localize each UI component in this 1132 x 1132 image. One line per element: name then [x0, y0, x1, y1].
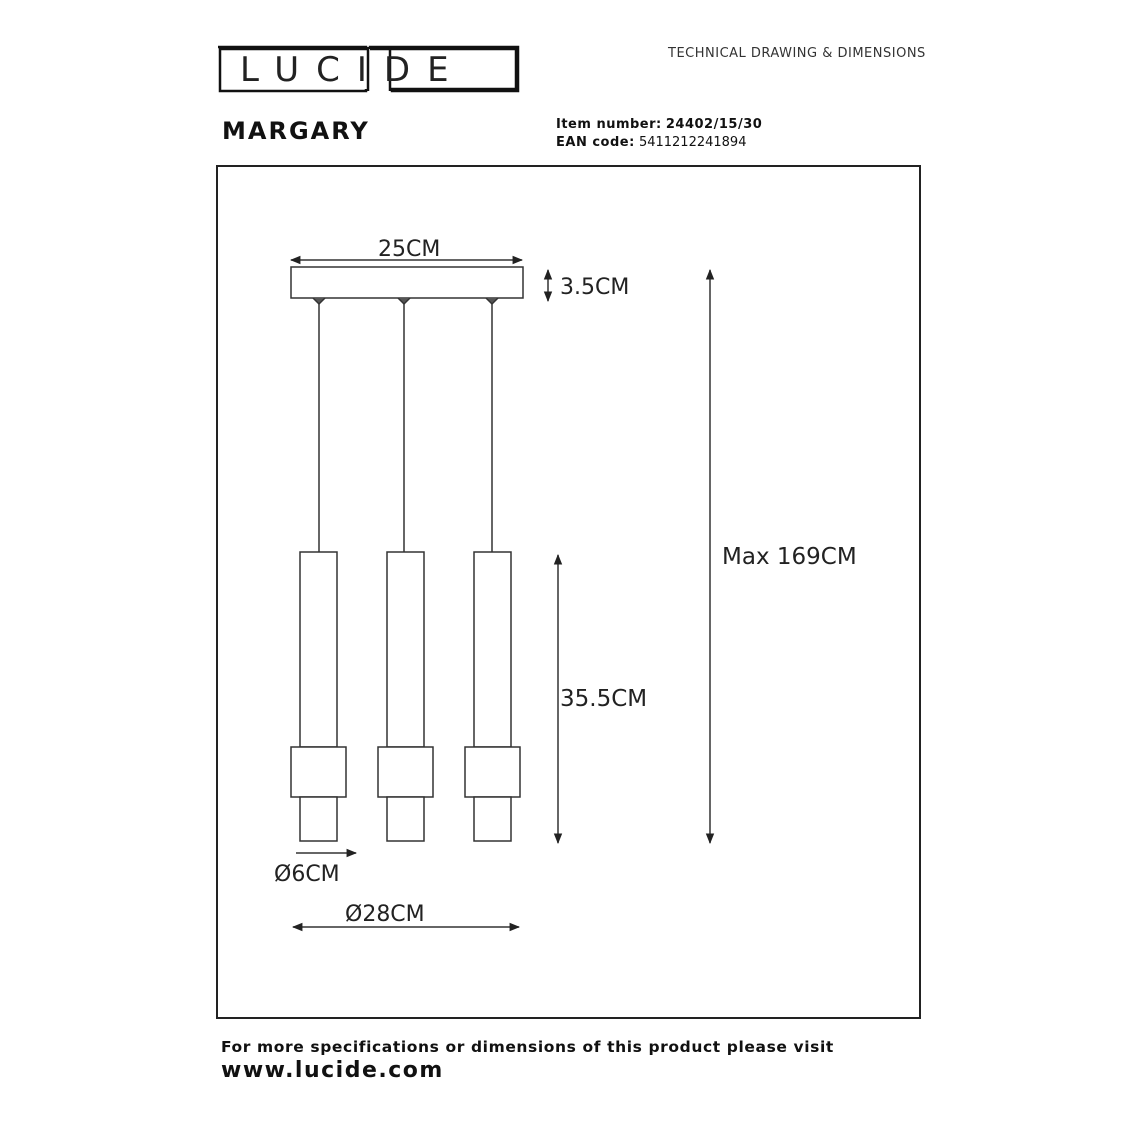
- lamp-tube-upper: [300, 552, 337, 747]
- cord-connector: [313, 298, 325, 304]
- shade-diameter-label: Ø6CM: [274, 862, 340, 887]
- product-name: MARGARY: [222, 117, 370, 145]
- ean-value: 5411212241894: [638, 135, 747, 150]
- lamp-tube-lower: [300, 797, 337, 841]
- item-number-value: 24402/15/30: [665, 117, 763, 132]
- lamp-tube-upper: [474, 552, 511, 747]
- lamp-ring: [378, 747, 433, 797]
- cord-group: [313, 298, 498, 552]
- canopy-height-label: 3.5CM: [560, 275, 630, 300]
- shade-height-label: 35.5CM: [560, 686, 648, 712]
- footer-note: For more specifications or dimensions of this product please visit: [221, 1038, 834, 1056]
- logo-text: LUCIDE: [240, 50, 466, 90]
- document-title: TECHNICAL DRAWING & DIMENSIONS: [668, 46, 926, 61]
- max-height-label: Max 169CM: [722, 544, 857, 570]
- lamp-tube-lower: [474, 797, 511, 841]
- pendant-lamp: [378, 552, 433, 841]
- cord-connector: [398, 298, 410, 304]
- lamp-ring: [465, 747, 520, 797]
- lamp-ring: [291, 747, 346, 797]
- canopy: [291, 267, 523, 298]
- lamp-tube-lower: [387, 797, 424, 841]
- item-number-label: Item number:: [556, 117, 662, 132]
- lamp-tube-upper: [387, 552, 424, 747]
- cord-connector: [486, 298, 498, 304]
- canopy-width-label: 25CM: [378, 237, 441, 262]
- total-diameter-label: Ø28CM: [345, 902, 425, 927]
- pendant-lamp: [465, 552, 520, 841]
- ean-label: EAN code:: [556, 135, 635, 150]
- footer-url[interactable]: www.lucide.com: [221, 1058, 444, 1083]
- pendant-lamp: [291, 552, 346, 841]
